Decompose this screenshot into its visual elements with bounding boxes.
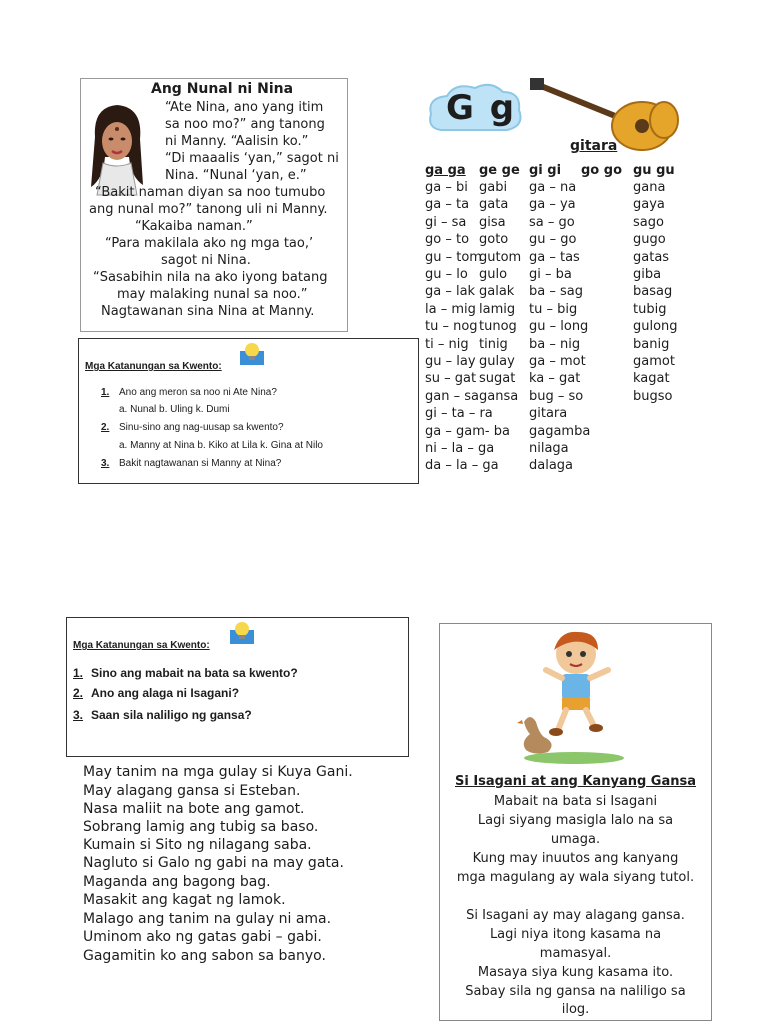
- sentence-line: May tanim na mga gulay si Kuya Gani.: [83, 764, 353, 780]
- syllable-cell: tu – big: [529, 301, 578, 317]
- story-title: Ang Nunal ni Nina: [151, 81, 294, 97]
- syllable-cell: goto: [479, 232, 509, 248]
- syllable-cell: ba – nig: [529, 336, 581, 352]
- syllable-cell: ga – na: [529, 180, 577, 195]
- syllable-cell: gamot: [633, 354, 675, 369]
- story-nunal-card: [80, 78, 348, 332]
- sentence-line: Nasa maliit na bote ang gamot.: [83, 801, 305, 817]
- question-item: 1. Ano ang meron sa noo ni Ate Nina?: [101, 387, 277, 398]
- sentence-line: Nagluto si Galo ng gabi na may gata.: [83, 855, 344, 871]
- story-line: “Kakaiba naman.”: [135, 219, 253, 234]
- header-ga: ga ga: [425, 163, 466, 178]
- story-line: ang nunal mo?” tanong uli ni Manny.: [89, 202, 328, 217]
- questions-heading: Mga Katanungan sa Kwento:: [85, 361, 222, 372]
- story-line: Sabay sila ng gansa na naliligo sa: [465, 984, 686, 999]
- syllable-cell: gugo: [633, 232, 666, 248]
- syllable-cell: gutom: [479, 249, 522, 265]
- story-line: mamasyal.: [539, 946, 612, 961]
- syllable-cell: tu – nog: [425, 319, 478, 335]
- sentence-line: Kumain si Sito ng nilagang saba.: [83, 837, 312, 853]
- syllable-cell: gu – go: [529, 232, 577, 248]
- syllable-cell: ka – gat: [529, 371, 581, 387]
- syllable-table: [425, 163, 725, 478]
- story-line: Nagtawanan sina Nina at Manny.: [101, 304, 315, 319]
- questions-box-2: [66, 617, 409, 757]
- question-item: 3. Saan sila naliligo ng gansa?: [73, 708, 252, 722]
- syllable-cell: tinig: [479, 336, 508, 352]
- header-ge: ge ge: [479, 163, 520, 178]
- story-line: Masaya siya kung kasama ito.: [477, 965, 674, 980]
- sentence-line: Uminom ako ng gatas gabi – gabi.: [83, 929, 322, 945]
- syllable-cell: gata: [479, 197, 509, 213]
- syllable-cell: ga – ta: [425, 197, 470, 213]
- story-line: Mabait na bata si Isagani: [493, 794, 658, 809]
- syllable-cell: ga – bi: [425, 180, 468, 195]
- syllable-cell: gatas: [633, 249, 670, 265]
- syllable-cell: tubig: [633, 301, 667, 317]
- story-line: Lagi niya itong kasama na: [489, 927, 662, 942]
- syllable-cell: gisa: [479, 214, 506, 230]
- story-line: may malaking nunal sa noo.”: [117, 287, 308, 302]
- syllable-cell: dalaga: [529, 458, 574, 474]
- syllable-cell: gu – tom: [425, 249, 482, 265]
- story-line: Nina. “Nunal ‘yan, e.”: [165, 168, 307, 183]
- syllable-cell: gansa: [479, 388, 519, 404]
- syllable-cell: go – to: [425, 232, 470, 248]
- syllable-cell: nilaga: [529, 441, 569, 456]
- syllable-cell: gulay: [479, 354, 515, 369]
- girl-portrait-icon: [85, 97, 149, 197]
- sentence-line: Gagamitin ko ang sabon sa banyo.: [83, 948, 326, 964]
- syllable-cell: sa – go: [529, 214, 575, 230]
- syllable-cell: ga – gam- ba: [425, 423, 510, 439]
- lightbulb-icon: [229, 620, 255, 646]
- syllable-cell: galak: [479, 284, 515, 300]
- story-line: sagot ni Nina.: [161, 253, 251, 268]
- question-item: 2. Ano ang alaga ni Isagani?: [73, 686, 240, 700]
- syllable-cell: ba – sag: [529, 284, 583, 300]
- story-line: mga magulang ay wala siyang tutol.: [456, 870, 695, 885]
- sentence-line: May alagang gansa si Esteban.: [83, 783, 301, 799]
- syllable-cell: gu – long: [529, 319, 589, 335]
- sentence-line: Masakit ang kagat ng lamok.: [83, 892, 286, 908]
- story-line: ni Manny. “Aalisin ko.”: [165, 134, 309, 149]
- story-line: ilog.: [561, 1002, 590, 1017]
- syllable-cell: bugso: [633, 388, 673, 404]
- sentence-line: Sobrang lamig ang tubig sa baso.: [83, 819, 319, 835]
- picture-label: gitara: [570, 138, 618, 154]
- story-line: “Sasabihin nila na ako iyong batang: [93, 270, 328, 285]
- question-item: 1. Sino ang mabait na bata sa kwento?: [73, 666, 298, 680]
- syllable-cell: gaya: [633, 197, 665, 213]
- syllable-cell: gan – sa: [425, 388, 479, 404]
- syllable-cell: lamig: [479, 301, 516, 317]
- syllable-cell: gitara: [529, 406, 568, 422]
- syllable-cell: gabi: [479, 180, 508, 195]
- syllable-cell: tunog: [479, 319, 517, 335]
- syllable-cell: la – mig: [425, 301, 476, 317]
- syllable-cell: gi – sa: [425, 214, 467, 230]
- syllable-cell: gana: [633, 180, 666, 195]
- syllable-cell: ga – lak: [425, 284, 476, 300]
- answer-choices: a. Nunal b. Uling k. Dumi: [119, 404, 230, 415]
- syllable-cell: sugat: [479, 371, 516, 387]
- questions-box-1: [78, 338, 419, 484]
- story-title: Si Isagani at ang Kanyang Gansa: [454, 774, 697, 789]
- sentence-line: Maganda ang bagong bag.: [83, 874, 271, 890]
- story-line: “Para makilala ako ng mga tao,’: [105, 236, 314, 251]
- header-gi: gi gi: [529, 163, 562, 178]
- questions-heading: Mga Katanungan sa Kwento:: [73, 640, 210, 651]
- story-line: umaga.: [550, 832, 601, 847]
- story-line: “Ate Nina, ano yang itim: [165, 100, 324, 115]
- syllable-cell: gulo: [479, 267, 508, 282]
- question-item: 2. Sinu-sino ang nag-uusap sa kwento?: [101, 422, 284, 433]
- syllable-cell: sago: [633, 214, 664, 230]
- story-line: Kung may inuutos ang kanyang: [472, 851, 679, 866]
- syllable-cell: gi – ta – ra: [425, 406, 493, 422]
- question-item: 3. Bakit nagtawanan si Manny at Nina?: [101, 458, 282, 469]
- lightbulb-icon: [239, 341, 265, 367]
- header-go: go go: [581, 163, 622, 178]
- answer-choices: a. Manny at Nina b. Kiko at Lila k. Gina at Nilo: [119, 440, 323, 451]
- syllable-cell: gu – lo: [425, 267, 468, 282]
- syllable-cell: ga – ya: [529, 197, 576, 213]
- syllable-cell: ni – la – ga: [425, 441, 495, 456]
- syllable-cell: gagamba: [529, 423, 591, 439]
- story-line: sa noo mo?” ang tanong: [165, 117, 325, 132]
- syllable-cell: banig: [633, 336, 670, 352]
- letter-heading: G g: [446, 88, 517, 128]
- story-line: Si Isagani ay may alagang gansa.: [466, 908, 685, 923]
- story-line: “Bakit naman diyan sa noo tumubo: [95, 185, 326, 200]
- boy-with-goose-icon: [516, 626, 626, 766]
- story-line: Lagi siyang masigla lalo na sa: [477, 813, 674, 828]
- syllable-cell: ga – mot: [529, 354, 586, 369]
- syllable-cell: gi – ba: [529, 267, 572, 282]
- story-line: “Di maaalis ‘yan,” sagot ni: [165, 151, 339, 166]
- header-gu: gu gu: [633, 163, 675, 178]
- sentence-line: Malago ang tanim na gulay ni ama.: [83, 911, 332, 927]
- syllable-cell: ga – tas: [529, 249, 580, 265]
- syllable-cell: gu – lay: [425, 354, 476, 369]
- syllable-cell: gulong: [633, 319, 678, 335]
- syllable-cell: giba: [633, 267, 662, 282]
- syllable-cell: da – la – ga: [425, 458, 499, 474]
- story-gansa-card: [439, 623, 712, 1021]
- syllable-cell: basag: [633, 284, 673, 300]
- syllable-cell: bug – so: [529, 388, 584, 404]
- syllable-cell: su – gat: [425, 371, 477, 387]
- syllable-cell: kagat: [633, 371, 670, 387]
- syllable-cell: ti – nig: [425, 336, 469, 352]
